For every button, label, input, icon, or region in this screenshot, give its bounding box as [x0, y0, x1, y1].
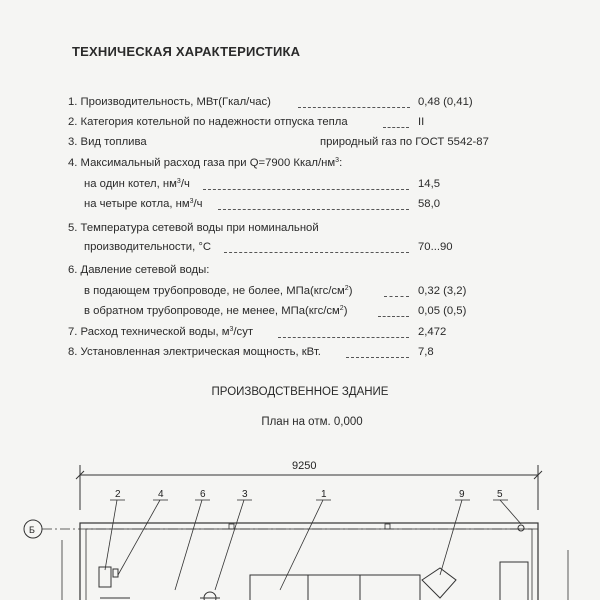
- leader-dots: [384, 296, 409, 297]
- dimension-label: 9250: [292, 460, 317, 472]
- spec-value: природный газ по ГОСТ 5542-87: [320, 136, 489, 148]
- superscript: 2: [344, 285, 349, 292]
- spec-row-4: [0, 157, 600, 173]
- spec-row-4a: [0, 178, 600, 194]
- callout-3: 3: [242, 489, 248, 500]
- spec-row-6a: [0, 285, 600, 301]
- spec-label: [84, 178, 190, 190]
- spec-label: 2. Категория котельной по надежности отпуска тепла: [68, 116, 348, 128]
- callout-1: 1: [321, 489, 327, 500]
- spec-label-text: /ч: [193, 198, 203, 210]
- leader-dots: [278, 337, 409, 338]
- spec-label: 3. Вид топлива: [68, 136, 147, 148]
- spec-row-3: [0, 136, 600, 152]
- spec-row-4b: [0, 198, 600, 214]
- section-title: ПРОИЗВОДСТВЕННОЕ ЗДАНИЕ: [211, 386, 389, 398]
- right-cabinet: [500, 562, 528, 600]
- leader-dots: [378, 316, 409, 317]
- spec-value: 0,32 (3,2): [418, 285, 467, 297]
- spec-value: 2,472: [418, 326, 447, 338]
- chimney-element: [422, 568, 456, 598]
- superscript: 2: [339, 305, 344, 312]
- spec-label-text: 7. Расход технической воды, м: [68, 326, 230, 338]
- leader-dots: [383, 127, 409, 128]
- building-wall-inner: [86, 529, 532, 600]
- callout-6: 6: [200, 489, 206, 500]
- spec-row-7: [0, 326, 600, 342]
- spec-row-6b: [0, 305, 600, 321]
- boiler-block: [250, 575, 420, 600]
- spec-label-text: /сут: [233, 326, 254, 338]
- superscript: 3: [176, 178, 181, 185]
- spec-label: [84, 305, 347, 317]
- callout-4: 4: [158, 489, 164, 500]
- spec-label: [84, 198, 203, 210]
- superscript: 3: [229, 326, 234, 333]
- spec-label: 1. Производительность, МВт(Гкал/час): [68, 96, 271, 108]
- spec-value: 0,05 (0,5): [418, 305, 467, 317]
- leader-dots: [203, 189, 409, 190]
- spec-label: производительности, °С: [84, 241, 212, 253]
- callout-2: 2: [115, 489, 121, 500]
- spec-row-2: [0, 116, 600, 132]
- spec-row-5a: [0, 241, 600, 257]
- spec-value: 14,5: [418, 178, 440, 190]
- spec-label: 8. Установленная электрическая мощность, кВт.: [68, 346, 321, 358]
- leader-dots: [218, 209, 409, 210]
- spec-label-text: в подающем трубопроводе, не более, МПа(кгс/см: [84, 285, 345, 297]
- superscript: 3: [189, 198, 194, 205]
- spec-row-5: [0, 222, 600, 238]
- spec-row-6: [0, 264, 600, 280]
- bleed-through-text: ⠀: [360, 66, 368, 77]
- callout-9: 9: [459, 489, 465, 500]
- leader-dots: [298, 107, 410, 108]
- leader-dots: [224, 252, 409, 253]
- spec-label-text: ): [343, 305, 348, 317]
- spec-label: [84, 285, 352, 297]
- spec-label-text: ): [348, 285, 353, 297]
- spec-label: [68, 326, 253, 338]
- spec-label-text: в обратном трубопроводе, не менее, МПа(кгс/см: [84, 305, 340, 317]
- spec-label-text: на четыре котла, нм: [84, 198, 190, 210]
- spec-row-8: [0, 346, 600, 362]
- spec-label: 6. Давление сетевой воды:: [68, 264, 210, 276]
- spec-label-text: на один котел, нм: [84, 178, 177, 190]
- superscript: 3: [335, 157, 340, 164]
- spec-value: 58,0: [418, 198, 440, 210]
- spec-label: 5. Температура сетевой воды при номинальной: [68, 222, 319, 234]
- floor-plan-drawing: [0, 450, 600, 600]
- spec-value: 0,48 (0,41): [418, 96, 473, 108]
- spec-label-text: :: [339, 157, 343, 169]
- spec-label-text: 4. Максимальный расход газа при Q=7900 Ккал/нм: [68, 157, 336, 169]
- plan-title: План на отм. 0,000: [261, 416, 363, 428]
- document-title: ТЕХНИЧЕСКАЯ ХАРАКТЕРИСТИКА: [72, 44, 301, 59]
- spec-label: [68, 157, 342, 169]
- building-wall: [80, 523, 538, 600]
- spec-row-1: [0, 96, 600, 112]
- spec-label-text: /ч: [180, 178, 190, 190]
- spec-value: 7,8: [418, 346, 434, 358]
- spec-value: 70...90: [418, 241, 453, 253]
- leader-dots: [346, 357, 409, 358]
- valve-symbol: [518, 525, 524, 531]
- axis-label: Б: [29, 525, 35, 535]
- callout-5: 5: [497, 489, 503, 500]
- spec-value: II: [418, 116, 425, 128]
